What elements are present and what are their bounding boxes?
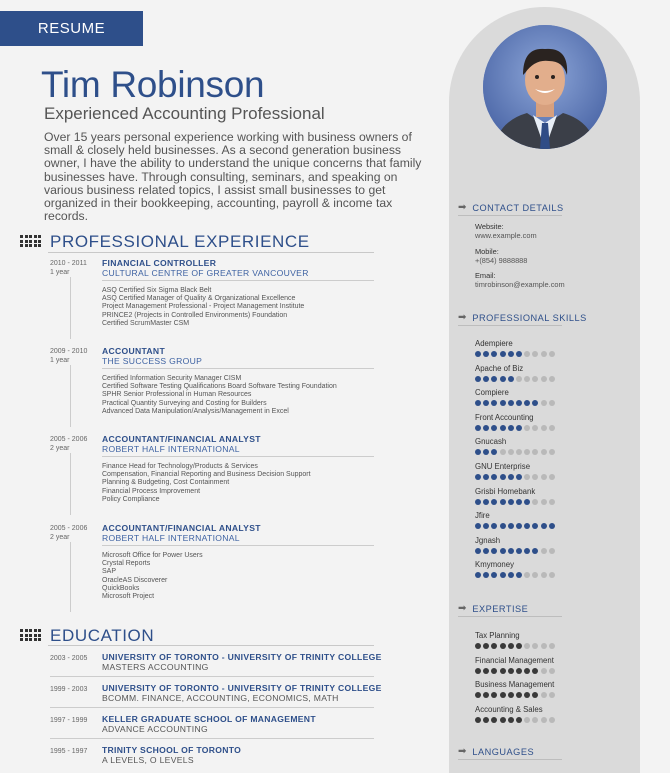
skill-name: Gnucash — [475, 437, 507, 447]
rating-dot — [475, 449, 481, 455]
rating-dot — [549, 523, 555, 529]
job-role: ACCOUNTANT — [102, 346, 165, 356]
job-company: ROBERT HALF INTERNATIONAL — [102, 444, 240, 454]
profile-photo — [483, 25, 607, 149]
rating-dot — [532, 643, 538, 649]
education-dates: 2003 - 2005 — [50, 655, 88, 662]
education-school: KELLER GRADUATE SCHOOL OF MANAGEMENT — [102, 714, 316, 724]
rating-dot — [483, 425, 489, 431]
job-item: Project Management Professional - Project Management Institute — [102, 303, 305, 311]
rating-dot — [475, 400, 481, 406]
rating-dot — [491, 351, 497, 357]
skill-rating — [475, 643, 555, 649]
job-dates: 2009 - 2010 1 year — [50, 348, 88, 364]
arrow-right-icon: ➡ — [458, 202, 467, 213]
rating-dot — [475, 425, 481, 431]
skill-row — [475, 487, 555, 505]
job-dates: 2010 - 2011 1 year — [50, 260, 87, 276]
rating-dot — [524, 449, 530, 455]
job-company: CULTURAL CENTRE OF GREATER VANCOUVER — [102, 268, 309, 278]
education-degree: A LEVELS, O LEVELS — [102, 755, 194, 765]
rating-dot — [508, 717, 514, 723]
skill-row — [475, 656, 555, 674]
skill-rating — [475, 351, 555, 357]
skill-name: Tax Planning — [475, 631, 520, 640]
job-company: ROBERT HALF INTERNATIONAL — [102, 533, 240, 543]
rating-dot — [532, 548, 538, 554]
rating-dot — [491, 449, 497, 455]
rating-dot — [524, 668, 530, 674]
skill-rating — [475, 692, 555, 698]
rating-dot — [516, 376, 522, 382]
skills-title: PROFESSIONAL SKILLS — [472, 312, 587, 323]
rating-dot — [516, 449, 522, 455]
skill-row — [475, 413, 555, 431]
section-divider — [48, 252, 374, 253]
rating-dot — [541, 717, 547, 723]
skill-rating — [475, 499, 555, 505]
rating-dot — [532, 668, 538, 674]
job-items — [102, 287, 304, 328]
rating-dot — [541, 643, 547, 649]
timeline-line — [70, 542, 71, 612]
job-item: Microsoft Office for Power Users — [102, 552, 203, 559]
rating-dot — [541, 474, 547, 480]
experience-heading — [20, 232, 310, 252]
rating-dot — [508, 449, 514, 455]
job-divider — [102, 456, 374, 457]
rating-dot — [516, 692, 522, 698]
education-degree: BCOMM. FINANCE, ACCOUNTING, ECONOMICS, MATH — [102, 693, 339, 703]
job-role: ACCOUNTANT/FINANCIAL ANALYST — [102, 434, 261, 444]
job-divider — [102, 280, 374, 281]
rating-dot — [483, 572, 489, 578]
skill-name: Apache of Biz — [475, 363, 524, 373]
job-item: Certified Information Security Manager CISM — [102, 375, 242, 382]
rating-dot — [500, 449, 506, 455]
job-item: Microsoft Project — [102, 593, 155, 601]
education-dates: 1997 - 1999 — [50, 717, 88, 724]
rating-dot — [483, 523, 489, 529]
rating-dot — [541, 499, 547, 505]
rating-dot — [500, 548, 506, 554]
job-dates: 2005 - 2006 2 year — [50, 525, 88, 541]
job-item: OracleAS Discoverer — [102, 576, 168, 584]
languages-heading — [458, 746, 534, 757]
rating-dot — [483, 400, 489, 406]
skill-row — [475, 437, 555, 455]
skill-name: Front Accounting — [475, 412, 534, 422]
job-role: FINANCIAL CONTROLLER — [102, 258, 217, 268]
skill-rating — [475, 717, 555, 723]
job-item: Crystal Reports — [102, 560, 151, 568]
rating-dot — [483, 449, 489, 455]
skill-row — [475, 511, 555, 529]
rating-dot — [491, 692, 497, 698]
skill-rating — [475, 376, 555, 382]
rating-dot — [508, 643, 514, 649]
rating-dot — [524, 351, 530, 357]
skill-row — [475, 536, 555, 554]
rating-dot — [475, 351, 481, 357]
arrow-right-icon: ➡ — [458, 746, 467, 757]
expertise-heading — [458, 603, 528, 614]
sidebar-divider — [458, 215, 562, 216]
rating-dot — [549, 643, 555, 649]
experience-title: PROFESSIONAL EXPERIENCE — [50, 232, 310, 251]
rating-dot — [532, 474, 538, 480]
skill-rating — [475, 400, 555, 406]
rating-dot — [508, 499, 514, 505]
expertise-title: EXPERTISE — [472, 603, 529, 614]
rating-dot — [475, 499, 481, 505]
languages-title: LANGUAGES — [472, 746, 535, 757]
rating-dot — [541, 400, 547, 406]
job-item: SPHR Senior Professional in Human Resources — [102, 391, 252, 399]
education-title: EDUCATION — [50, 626, 155, 645]
job-item: Planning & Budgeting, Cost Containment — [102, 479, 230, 487]
rating-dot — [500, 499, 506, 505]
education-degree: ADVANCE ACCOUNTING — [102, 724, 208, 734]
job-item: ASQ Certified Six Sigma Black Belt — [102, 287, 212, 294]
rating-dot — [491, 717, 497, 723]
sidebar-divider — [458, 759, 562, 760]
rating-dot — [532, 351, 538, 357]
rating-dot — [491, 643, 497, 649]
timeline-line — [70, 453, 71, 515]
contact-heading — [458, 202, 564, 213]
rating-dot — [532, 449, 538, 455]
rating-dot — [516, 548, 522, 554]
rating-dot — [483, 668, 489, 674]
skill-name: Business Management — [475, 680, 555, 690]
skill-row — [475, 462, 555, 480]
rating-dot — [483, 474, 489, 480]
rating-dot — [549, 572, 555, 578]
rating-dot — [524, 523, 530, 529]
rating-dot — [500, 643, 506, 649]
rating-dot — [524, 474, 530, 480]
rating-dot — [549, 376, 555, 382]
job-role: ACCOUNTANT/FINANCIAL ANALYST — [102, 523, 261, 533]
rating-dot — [541, 692, 547, 698]
rating-dot — [549, 474, 555, 480]
job-item: Advanced Data Manipulation/Analysis/Management in Excel — [102, 407, 289, 415]
rating-dot — [483, 376, 489, 382]
rating-dot — [516, 425, 522, 431]
rating-dot — [532, 717, 538, 723]
education-divider — [50, 707, 374, 708]
job-dates: 2005 - 2006 2 year — [50, 436, 88, 452]
rating-dot — [508, 376, 514, 382]
rating-dot — [524, 717, 530, 723]
arrow-right-icon: ➡ — [458, 312, 467, 323]
rating-dot — [549, 499, 555, 505]
job-item: Finance Head for Technology/Products & Services — [102, 463, 258, 470]
rating-dot — [524, 425, 530, 431]
job-item: Policy Compliance — [102, 495, 160, 503]
job-item: Certified Software Testing Qualifications Board Software Testing Foundation — [102, 383, 337, 391]
rating-dot — [491, 400, 497, 406]
rating-dot — [532, 400, 538, 406]
rating-dot — [491, 376, 497, 382]
rating-dot — [516, 717, 522, 723]
rating-dot — [541, 425, 547, 431]
rating-dot — [475, 474, 481, 480]
rating-dot — [532, 692, 538, 698]
rating-dot — [541, 376, 547, 382]
rating-dot — [508, 400, 514, 406]
candidate-title: Experienced Accounting Professional — [44, 104, 325, 123]
rating-dot — [524, 692, 530, 698]
rating-dot — [549, 425, 555, 431]
skill-name: Accounting & Sales — [475, 704, 543, 714]
rating-dot — [491, 523, 497, 529]
job-item: ASQ Certified Manager of Quality & Organizational Excellence — [102, 295, 296, 303]
rating-dot — [508, 692, 514, 698]
contact-email: Email: timrobinson@example.com — [475, 271, 565, 289]
skill-name: Jgnash — [475, 535, 501, 545]
rating-dot — [524, 548, 530, 554]
rating-dot — [516, 643, 522, 649]
timeline-line — [70, 365, 71, 427]
rating-dot — [491, 668, 497, 674]
rating-dot — [524, 572, 530, 578]
rating-dot — [475, 523, 481, 529]
rating-dot — [549, 668, 555, 674]
rating-dot — [532, 523, 538, 529]
rating-dot — [524, 643, 530, 649]
rating-dot — [475, 717, 481, 723]
dot-grid-icon — [20, 629, 42, 643]
rating-dot — [500, 717, 506, 723]
skill-name: Jfire — [475, 511, 490, 521]
rating-dot — [549, 548, 555, 554]
rating-dot — [500, 523, 506, 529]
rating-dot — [500, 400, 506, 406]
skill-name: Grisbi Homebank — [475, 486, 536, 496]
job-divider — [102, 545, 374, 546]
section-divider — [48, 645, 374, 646]
skill-row — [475, 388, 555, 406]
sidebar-divider — [458, 325, 562, 326]
job-items — [102, 463, 311, 504]
rating-dot — [508, 425, 514, 431]
job-items — [102, 375, 337, 416]
job-company: THE SUCCESS GROUP — [102, 356, 203, 366]
rating-dot — [475, 668, 481, 674]
rating-dot — [508, 523, 514, 529]
job-item: Financial Process Improvement — [102, 487, 201, 495]
rating-dot — [508, 548, 514, 554]
rating-dot — [541, 523, 547, 529]
rating-dot — [483, 643, 489, 649]
contact-website: Website: www.example.com — [475, 222, 537, 240]
rating-dot — [516, 572, 522, 578]
rating-dot — [475, 692, 481, 698]
education-dates: 1999 - 2003 — [50, 686, 88, 693]
rating-dot — [549, 692, 555, 698]
education-school: UNIVERSITY OF TORONTO - UNIVERSITY OF TRINITY COLLEGE — [102, 652, 382, 662]
rating-dot — [516, 668, 522, 674]
rating-dot — [483, 692, 489, 698]
rating-dot — [500, 376, 506, 382]
job-item: Compensation, Financial Reporting and Business Decision Support — [102, 471, 311, 479]
job-item: Practical Quantity Surveying and Costing for Builders — [102, 399, 267, 407]
education-degree: MASTERS ACCOUNTING — [102, 662, 209, 672]
rating-dot — [532, 499, 538, 505]
contact-title: CONTACT DETAILS — [472, 202, 564, 213]
rating-dot — [549, 717, 555, 723]
skill-rating — [475, 449, 555, 455]
skill-rating — [475, 668, 555, 674]
rating-dot — [524, 499, 530, 505]
rating-dot — [532, 572, 538, 578]
skill-row — [475, 364, 555, 382]
rating-dot — [500, 668, 506, 674]
education-school: TRINITY SCHOOL OF TORONTO — [102, 745, 242, 755]
job-divider — [102, 368, 374, 369]
rating-dot — [516, 400, 522, 406]
rating-dot — [475, 548, 481, 554]
education-school: UNIVERSITY OF TORONTO - UNIVERSITY OF TRINITY COLLEGE — [102, 683, 382, 693]
rating-dot — [483, 499, 489, 505]
rating-dot — [549, 400, 555, 406]
rating-dot — [532, 425, 538, 431]
rating-dot — [500, 474, 506, 480]
resume-tag: RESUME — [0, 11, 143, 46]
skill-rating — [475, 572, 555, 578]
education-divider — [50, 738, 374, 739]
rating-dot — [483, 717, 489, 723]
skill-row — [475, 560, 555, 578]
rating-dot — [549, 351, 555, 357]
rating-dot — [483, 351, 489, 357]
rating-dot — [524, 376, 530, 382]
rating-dot — [475, 572, 481, 578]
skill-name: Financial Management — [475, 655, 554, 665]
rating-dot — [500, 692, 506, 698]
timeline-line — [70, 277, 71, 339]
rating-dot — [516, 499, 522, 505]
skill-name: Compiere — [475, 388, 509, 398]
rating-dot — [491, 572, 497, 578]
skill-name: Adempiere — [475, 339, 513, 348]
skills-heading — [458, 312, 587, 323]
skill-rating — [475, 548, 555, 554]
job-item: SAP — [102, 568, 117, 576]
skill-rating — [475, 474, 555, 480]
skill-row — [475, 680, 555, 698]
rating-dot — [500, 425, 506, 431]
job-item: QuickBooks — [102, 584, 140, 592]
rating-dot — [500, 351, 506, 357]
rating-dot — [541, 449, 547, 455]
education-heading — [20, 626, 154, 646]
sidebar-divider — [458, 616, 562, 617]
job-items — [102, 552, 203, 601]
rating-dot — [516, 474, 522, 480]
skill-row — [475, 705, 555, 723]
skill-name: Kmymoney — [475, 560, 514, 570]
rating-dot — [491, 474, 497, 480]
education-dates: 1995 - 1997 — [50, 748, 88, 755]
rating-dot — [508, 474, 514, 480]
dot-grid-icon — [20, 235, 42, 249]
rating-dot — [483, 548, 489, 554]
rating-dot — [541, 351, 547, 357]
education-divider — [50, 676, 374, 677]
rating-dot — [541, 668, 547, 674]
rating-dot — [541, 572, 547, 578]
rating-dot — [491, 548, 497, 554]
rating-dot — [549, 449, 555, 455]
rating-dot — [475, 376, 481, 382]
rating-dot — [508, 572, 514, 578]
rating-dot — [491, 499, 497, 505]
rating-dot — [508, 351, 514, 357]
skill-row — [475, 631, 555, 649]
skill-rating — [475, 425, 555, 431]
summary-paragraph: Over 15 years personal experience working with business owners of small & closely held businesses. As a second generation business owner, I have the ability to understand the unique concerns that family businesses have. Through consulting, seminars, and speaking on various business related topics, I assist small businesses to get organized in their bookkeeping, accounting, payroll & income tax records. — [44, 130, 422, 224]
arrow-right-icon: ➡ — [458, 603, 467, 614]
rating-dot — [508, 668, 514, 674]
contact-mobile: Mobile: +(854) 9888888 — [475, 247, 528, 265]
rating-dot — [500, 572, 506, 578]
candidate-name: Tim Robinson — [41, 64, 265, 105]
rating-dot — [516, 351, 522, 357]
rating-dot — [524, 400, 530, 406]
rating-dot — [475, 643, 481, 649]
skill-name: GNU Enterprise — [475, 462, 531, 471]
job-item: PRINCE2 (Projects in Controlled Environments) Foundation — [102, 311, 288, 319]
skill-row — [475, 339, 555, 357]
job-item: Certified ScrumMaster CSM — [102, 319, 190, 327]
rating-dot — [516, 523, 522, 529]
rating-dot — [541, 548, 547, 554]
rating-dot — [491, 425, 497, 431]
skill-rating — [475, 523, 555, 529]
rating-dot — [532, 376, 538, 382]
